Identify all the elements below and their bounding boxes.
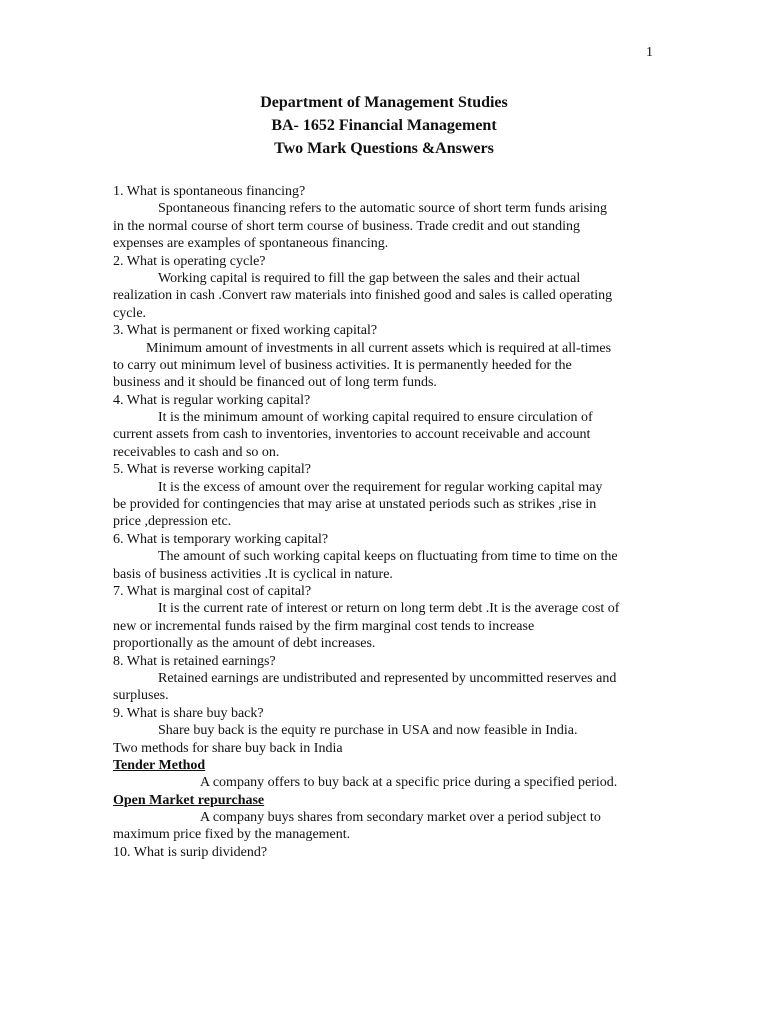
question-4: 4. What is regular working capital?: [113, 392, 311, 408]
answer-line: be provided for contingencies that may arise at unstated periods such as strikes ,rise in: [113, 497, 597, 513]
question-7: 7. What is marginal cost of capital?: [113, 583, 312, 599]
answer-line: in the normal course of short term course of business. Trade credit and out standing: [113, 218, 580, 234]
question-1: 1. What is spontaneous financing?: [113, 184, 306, 199]
question-8: 8. What is retained earnings?: [113, 653, 276, 669]
answer-line: basis of business activities .It is cyclical in nature.: [113, 566, 393, 582]
answer-line: business and it should be financed out of long term funds.: [113, 375, 437, 391]
answer-line: It is the excess of amount over the requirement for regular working capital may: [158, 479, 603, 495]
answer-line: current assets from cash to inventories, inventories to account receivable and account: [113, 427, 591, 443]
answer-line: realization in cash .Convert raw materials into finished good and sales is called operating: [113, 288, 613, 304]
document-title: [0, 91, 768, 160]
title-subtitle: Two Mark Questions &Answers: [274, 140, 494, 157]
question-9: 9. What is share buy back?: [113, 705, 264, 721]
answer-line: Two methods for share buy back in India: [113, 740, 343, 756]
answer-line: expenses are examples of spontaneous financing.: [113, 236, 389, 252]
question-5: 5. What is reverse working capital?: [113, 462, 312, 478]
answer-line: Minimum amount of investments in all current assets which is required at all-times: [146, 340, 612, 356]
question-10: 10. What is surip dividend?: [113, 844, 268, 860]
question-6: 6. What is temporary working capital?: [113, 531, 329, 547]
answer-line: to carry out minimum level of business activities. It is permanently heeded for the: [113, 357, 572, 373]
title-course: BA- 1652 Financial Management: [271, 117, 497, 134]
answer-line: It is the current rate of interest or return on long term debt .It is the average cost of: [158, 601, 620, 617]
answer-line: Working capital is required to fill the gap between the sales and their actual: [158, 270, 581, 286]
answer-line: new or incremental funds raised by the firm marginal cost tends to increase: [113, 618, 535, 634]
document-body: [113, 183, 658, 861]
answer-line: A company offers to buy back at a specific price during a specified period.: [200, 775, 618, 791]
answer-line: cycle.: [113, 305, 147, 321]
answer-line: Share buy back is the equity re purchase in USA and now feasible in India.: [158, 723, 578, 739]
answer-line: receivables to cash and so on.: [113, 444, 280, 460]
answer-line: It is the minimum amount of working capital required to ensure circulation of: [158, 410, 593, 426]
answer-line: proportionally as the amount of debt increases.: [113, 636, 376, 652]
section-heading-tender-method: Tender Method: [113, 757, 206, 773]
answer-line: Spontaneous financing refers to the automatic source of short term funds arising: [158, 201, 608, 217]
answer-line: price ,depression etc.: [113, 514, 232, 530]
answer-line: Retained earnings are undistributed and represented by uncommitted reserves and: [158, 670, 617, 686]
answer-line: surpluses.: [113, 688, 169, 704]
page-number: 1: [646, 45, 653, 60]
answer-line: maximum price fixed by the management.: [113, 827, 351, 843]
title-department: Department of Management Studies: [260, 94, 508, 111]
answer-line: A company buys shares from secondary market over a period subject to: [200, 810, 601, 826]
answer-line: The amount of such working capital keeps on fluctuating from time to time on the: [158, 549, 618, 565]
section-heading-open-market-repurchase: Open Market repurchase: [113, 792, 265, 808]
question-2: 2. What is operating cycle?: [113, 253, 266, 269]
question-3: 3. What is permanent or fixed working capital?: [113, 323, 378, 339]
